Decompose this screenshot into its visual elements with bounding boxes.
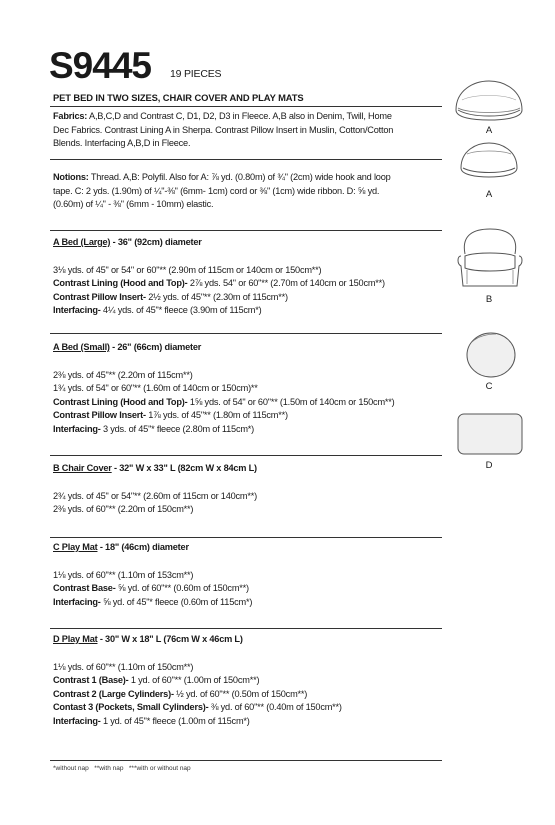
notions-block [53, 171, 443, 212]
section-heading: A Bed (Large) - 36" (92cm) diameter [53, 237, 202, 247]
yardage-line: Contrast Lining (Hood and Top)- 1⅝ yds. of 54" or 60"** (1.50m of 140cm or 150cm**) [53, 396, 395, 407]
notions-line: Thread. A,B: Polyfil. Also for A: ⅞ yd. (0.80m) of ¾" (2cm) wide hook and loop [90, 172, 391, 182]
yardage-line: Interfacing- 1 yd. of 45"* fleece (1.00m of 115cm*) [53, 715, 250, 726]
view-label: A [485, 189, 493, 200]
section-heading: D Play Mat - 30" W x 18" L (76cm W x 46cm L) [53, 634, 243, 644]
fabrics-rule [50, 159, 442, 160]
view-label: C [485, 381, 493, 392]
pet-bed-dome-large-icon [452, 78, 526, 122]
pet-bed-dome-small-icon [457, 140, 521, 180]
footer-rule [50, 760, 442, 761]
view-label: D [485, 460, 493, 471]
yardage-line: 1⅛ yds. of 60"** (1.10m of 150cm**) [53, 661, 194, 672]
fabrics-line: Blends. Interfacing A,B,D in Fleece. [53, 138, 191, 149]
yardage-line: Contrast 2 (Large Cylinders)- ½ yd. of 60"** (0.50m of 150cm**) [53, 688, 308, 699]
view-label: A [485, 125, 493, 136]
title-rule [50, 106, 442, 107]
yardage-section-c [53, 541, 443, 609]
section-rule [50, 333, 442, 334]
section-rule [50, 455, 442, 456]
view-label: B [485, 294, 493, 305]
yardage-line: 2⅜ yds. of 45"** (2.20m of 115cm**) [53, 369, 193, 380]
yardage-line: Interfacing- 3 yds. of 45"* fleece (2.80m of 115cm*) [53, 423, 255, 434]
yardage-line: Contrast Pillow Insert- 2½ yds. of 45"** (2.30m of 115cm**) [53, 291, 288, 302]
section-heading: C Play Mat - 18" (46cm) diameter [53, 542, 189, 552]
yardage-line: 3⅛ yds. of 45" or 54" or 60"** (2.90m of 115cm or 140cm or 150cm**) [53, 264, 322, 275]
round-play-mat-icon [464, 330, 518, 380]
yardage-line: 2⅜ yds. of 60"** (2.20m of 150cm**) [53, 504, 194, 515]
yardage-line: Contrast 1 (Base)- 1 yd. of 60"** (1.00m of 150cm**) [53, 675, 260, 686]
yardage-line: Contast 3 (Pockets, Small Cylinders)- ⅜ yd. of 60"** (0.40m of 150cm**) [53, 702, 342, 713]
notions-rule [50, 230, 442, 231]
section-rule [50, 628, 442, 629]
page-title: PET BED IN TWO SIZES, CHAIR COVER AND PLAY MATS [53, 92, 304, 103]
yardage-line: Contrast Pillow Insert- 1⅞ yds. of 45"** (1.80m of 115cm**) [53, 410, 288, 421]
notions-line: (0.60m) of ¼" - ⅜" (6mm - 10mm) elastic. [53, 199, 214, 210]
piece-count: 19 PIECES [170, 68, 222, 80]
fabrics-line: A,B,C,D and Contrast C, D1, D2, D3 in Fleece. A,B also in Denim, Twill, Home [89, 111, 392, 121]
fabrics-block [53, 110, 443, 151]
fabrics-label: Fabrics: [53, 111, 88, 121]
yardage-line: Contrast Base- ⅝ yd. of 60"** (0.60m of 150cm**) [53, 583, 249, 594]
yardage-line: 1⅛ yds. of 60"** (1.10m of 153cm**) [53, 569, 194, 580]
pattern-number: S9445 [49, 45, 151, 86]
nap-footnote: *without nap **with nap ***with or without nap [53, 765, 191, 772]
yardage-section-b [53, 462, 443, 517]
notions-label: Notions: [53, 172, 89, 182]
section-heading: A Bed (Small) - 26" (66cm) diameter [53, 342, 202, 352]
yardage-section-a-small [53, 341, 443, 437]
yardage-section-d [53, 633, 443, 729]
yardage-line: 2¾ yds. of 45" or 54"** (2.60m of 115cm or 140cm**) [53, 490, 257, 501]
section-rule [50, 537, 442, 538]
notions-line: tape. C: 2 yds. (1.90m) of ¼"-⅜" (6mm- 1cm) cord or ⅜" (1cm) wide ribbon. D: ⅝ yd. [53, 185, 380, 196]
section-heading: B Chair Cover - 32" W x 33" L (82cm W x 84cm L) [53, 463, 257, 473]
yardage-line: Interfacing- 4¼ yds. of 45"* fleece (3.90m of 115cm*) [53, 305, 262, 316]
yardage-line: 1¾ yds. of 54" or 60"** (1.60m of 140cm or 150cm)** [53, 383, 258, 394]
yardage-line: Interfacing- ⅝ yd. of 45"* fleece (0.60m of 115cm*) [53, 596, 253, 607]
yardage-section-a-large [53, 236, 443, 318]
rectangular-play-mat-icon [456, 412, 524, 456]
fabrics-line: Dec Fabrics. Contrast Lining A in Sherpa. Contrast Pillow Insert in Muslin, Cotton/Cotton [53, 124, 394, 135]
chair-cover-icon [455, 226, 525, 290]
yardage-line: Contrast Lining (Hood and Top)- 2⅞ yds. 54" or 60"** (2.70m of 140cm or 150cm**) [53, 278, 385, 289]
